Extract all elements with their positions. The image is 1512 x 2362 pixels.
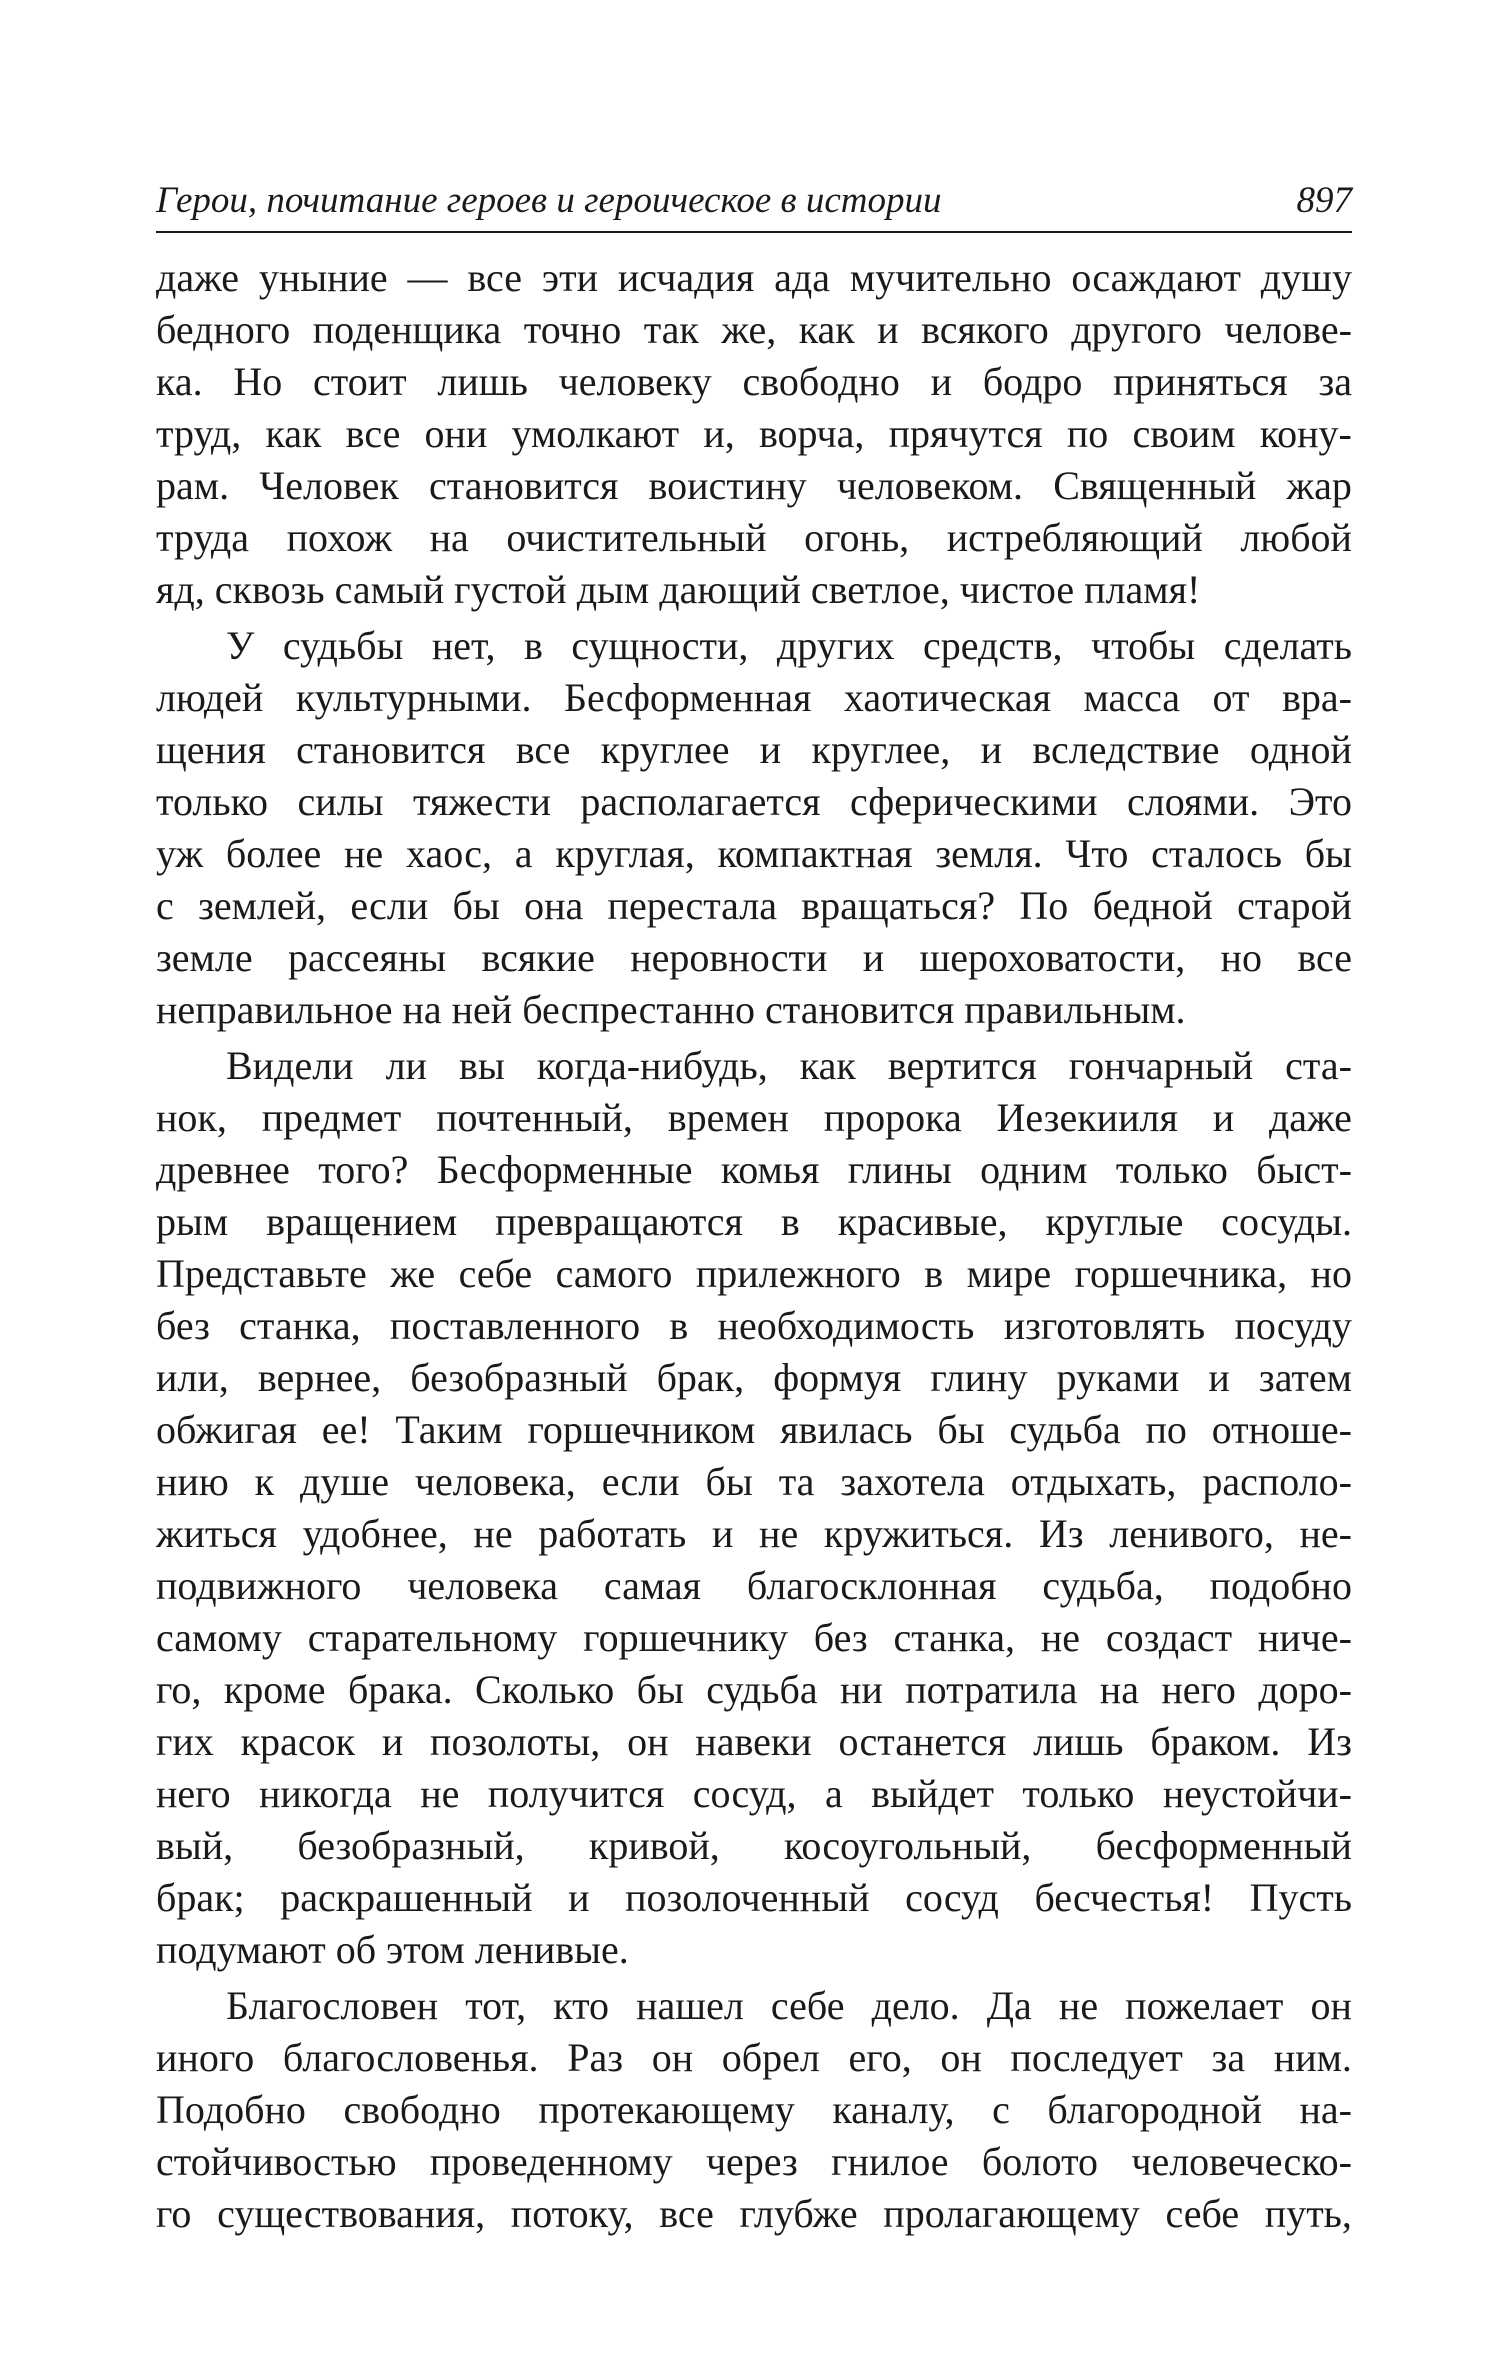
text-line: неправильное на ней беспрестанно становится правильным.: [156, 987, 1186, 1032]
text-line: Представьте же себе самого прилежного в мире горшечника, но: [156, 1251, 1352, 1296]
text-line: только силы тяжести располагается сферическими слоями. Это: [156, 779, 1352, 824]
text-line: Благословен тот, кто нашел себе дело. Да не пожелает он: [226, 1983, 1352, 2028]
text-line: обжигая ее! Таким горшечником явилась бы судьба по отноше-: [156, 1407, 1352, 1452]
text-line: го, кроме брака. Сколько бы судьба ни потратила на него доро-: [156, 1667, 1352, 1712]
running-head-title: Герои, почитание героев и героическое в истории: [156, 180, 942, 221]
text-line: вый, безобразный, кривой, косоугольный, бесформенный: [156, 1823, 1352, 1868]
text-line: бедного поденщика точно так же, как и всякого другого челове-: [156, 307, 1352, 352]
text-line: древнее того? Бесформенные комья глины одним только быст-: [156, 1147, 1352, 1192]
text-line: подвижного человека самая благосклонная судьба, подобно: [156, 1563, 1352, 1608]
text-line: иного благословенья. Раз он обрел его, он последует за ним.: [156, 2035, 1352, 2080]
text-line: даже уныние — все эти исчадия ада мучительно осаждают душу: [156, 255, 1352, 300]
text-line: яд, сквозь самый густой дым дающий светлое, чистое пламя!: [156, 567, 1201, 612]
text-line: него никогда не получится сосуд, а выйдет только неустойчи-: [156, 1771, 1352, 1816]
text-line: стойчивостью проведенному через гнилое болото человеческо-: [156, 2139, 1352, 2184]
text-line: земле рассеяны всякие неровности и шероховатости, но все: [156, 935, 1352, 980]
text-line: нок, предмет почтенный, времен пророка Иезекииля и даже: [156, 1095, 1352, 1140]
text-line: щения становится все круглее и круглее, и вследствие одной: [156, 727, 1352, 772]
text-line: с землей, если бы она перестала вращаться? По бедной старой: [156, 883, 1352, 928]
text-line: без станка, поставленного в необходимость изготовлять посуду: [156, 1303, 1352, 1348]
running-head: [156, 170, 1352, 232]
text-line: Подобно свободно протекающему каналу, с благородной на-: [156, 2087, 1352, 2132]
text-line: труд, как все они умолкают и, ворча, прячутся по своим кону-: [156, 411, 1352, 456]
text-line: рам. Человек становится воистину человеком. Священный жар: [156, 463, 1352, 508]
text-line: гих красок и позолоты, он навеки останется лишь браком. Из: [156, 1719, 1352, 1764]
body-text: [156, 252, 1352, 2240]
text-line: брак; раскрашенный и позолоченный сосуд бесчестья! Пусть: [156, 1875, 1352, 1920]
text-line: Видели ли вы когда-нибудь, как вертится гончарный ста-: [226, 1043, 1352, 1088]
page-number: 897: [1296, 180, 1352, 221]
text-line: У судьбы нет, в сущности, других средств, чтобы сделать: [226, 623, 1352, 668]
text-line: уж более не хаос, а круглая, компактная земля. Что сталось бы: [156, 831, 1352, 876]
text-line: рым вращением превращаются в красивые, круглые сосуды.: [156, 1199, 1352, 1244]
text-line: нию к душе человека, если бы та захотела отдыхать, располо-: [156, 1459, 1352, 1504]
text-line: или, вернее, безобразный брак, формуя глину руками и затем: [156, 1355, 1352, 1400]
text-line: труда похож на очистительный огонь, истребляющий любой: [156, 515, 1352, 560]
text-line: го существования, потоку, все глубже пролагающему себе путь,: [156, 2191, 1352, 2236]
text-line: людей культурными. Бесформенная хаотическая масса от вра-: [156, 675, 1352, 720]
text-line: подумают об этом ленивые.: [156, 1927, 629, 1972]
text-line: ка. Но стоит лишь человеку свободно и бодро приняться за: [156, 359, 1352, 404]
text-line: житься удобнее, не работать и не кружиться. Из ленивого, не-: [156, 1511, 1352, 1556]
header-rule: [156, 231, 1352, 233]
text-line: самому старательному горшечнику без станка, не создаст ниче-: [156, 1615, 1352, 1660]
